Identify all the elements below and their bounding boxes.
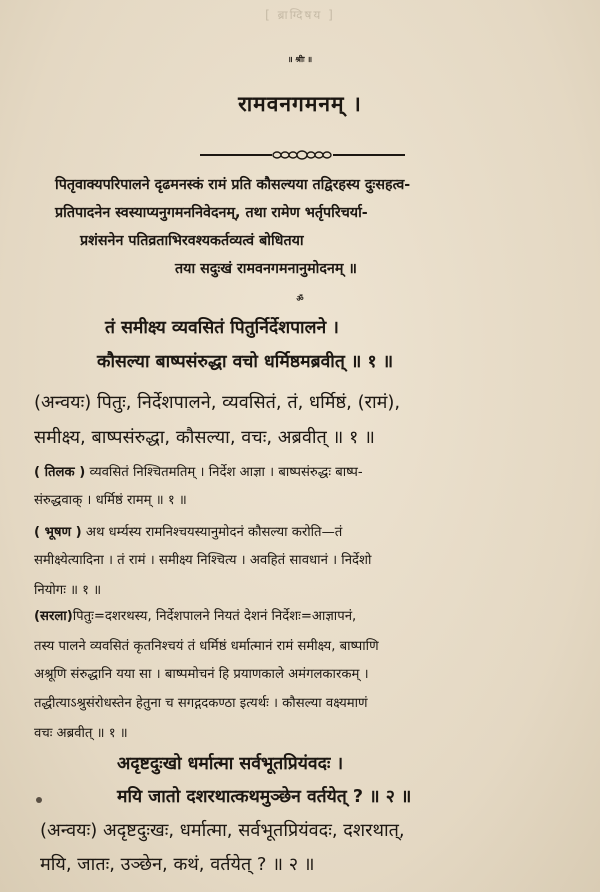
om-ornament: ॐ <box>296 294 304 303</box>
verse-line: कौसल्या बाष्पसंरुद्धा वचो धर्मिष्ठमब्रवीत् ॥ १ ॥ <box>97 352 394 372</box>
verse-line: मयि जातो दशरथात्कथमुञ्छेन वर्तयेत् ? ॥ २ ॥ <box>117 787 412 807</box>
intro-line: पितृवाक्यपरिपालने दृढमनस्कं रामं प्रति कौसल्यया तद्विरहस्य दुःसहत्व- <box>55 177 411 193</box>
anvaya-line: (अन्वयः) अदृष्टदुःखः, धर्मात्मा, सर्वभूतप्रियंवदः, दशरथात्, <box>40 820 405 841</box>
sarala-line: अश्रूणि संरुद्धानि यया सा । बाष्पमोचनं हि प्रयाणकाले अमंगलकारकम् । <box>34 667 369 682</box>
bhushan-line: नियोगः ॥ १ ॥ <box>34 583 102 598</box>
tilak-line <box>34 462 363 480</box>
bhushan-line: समीक्ष्येत्यादिना । तं रामं । समीक्ष्य निश्चित्य । अवहितं सावधानं । निर्देशो <box>34 553 372 568</box>
invocation: ॥ श्रीः ॥ <box>287 55 313 64</box>
sarala-label: (सरला) <box>34 609 73 624</box>
sarala-line: तस्य पालने व्यवसितं कृतनिश्चयं तं धर्मिष्ठं धर्मात्मानं रामं समीक्ष्य, बाष्पाणि <box>34 639 379 654</box>
anvaya-line: मयि, जातः, उञ्छेन, कथं, वर्तयेत् ? ॥ २ ॥ <box>40 854 315 875</box>
bleed-through-text: [ ब्राग्दिषय ] <box>265 8 335 22</box>
bhushan-line <box>34 522 342 540</box>
bhushan-label: ( भूषण ) <box>34 525 82 540</box>
ornamental-rule-icon <box>200 148 405 162</box>
sarala-line: वचः अब्रवीत् ॥ १ ॥ <box>34 726 128 741</box>
intro-line: प्रशंसनेन पतिव्रताभिरवश्यकर्तव्यत्वं बोधितया <box>80 233 304 249</box>
page-title: रामवनगमनम् । <box>238 92 362 116</box>
intro-line: तया सदुःखं रामवनगमनानुमोदनम् ॥ <box>175 261 357 277</box>
tilak-label: ( तिलक ) <box>34 465 86 480</box>
ink-spot <box>36 797 42 803</box>
tilak-line: संरुद्धवाक् । धर्मिष्ठं रामम् ॥ १ ॥ <box>34 493 187 508</box>
anvaya-line: समीक्ष्य, बाष्पसंरुद्धा, कौसल्या, वचः, अब्रवीत् ॥ १ ॥ <box>34 427 375 448</box>
intro-line: प्रतिपादनेन स्वस्याप्यनुगमननिवेदनम्, तथा रामेण भर्तृपरिचर्या- <box>55 205 368 221</box>
verse-line: तं समीक्ष्य व्यवसितं पितुर्निर्देशपालने । <box>105 318 339 338</box>
bhushan-text: अथ धर्म्यस्य रामनिश्चयस्यानुमोदनं कौसल्या करोति—तं <box>81 525 343 540</box>
sarala-text: पितुः=दशरथस्य, निर्देशपालने नियतं देशनं निर्देशः=आज्ञापनं, <box>72 609 357 624</box>
verse-line: अदृष्टदुःखो धर्मात्मा सर्वभूतप्रियंवदः । <box>117 754 344 774</box>
anvaya-line: (अन्वयः) पितुः, निर्देशपालने, व्यवसितं, तं, धर्मिष्ठं, (रामं), <box>34 392 401 413</box>
tilak-text: व्यवसितं निश्चितमतिम् । निर्देश आज्ञा । बाष्पसंरुद्धः बाष्प- <box>85 465 363 480</box>
sarala-line <box>34 606 356 624</box>
sarala-line: तद्धीत्याऽश्रुसंरोधस्तेन हेतुना च सगद्गदकण्ठा इत्यर्थः । कौसल्या वक्ष्यमाणं <box>34 696 368 711</box>
